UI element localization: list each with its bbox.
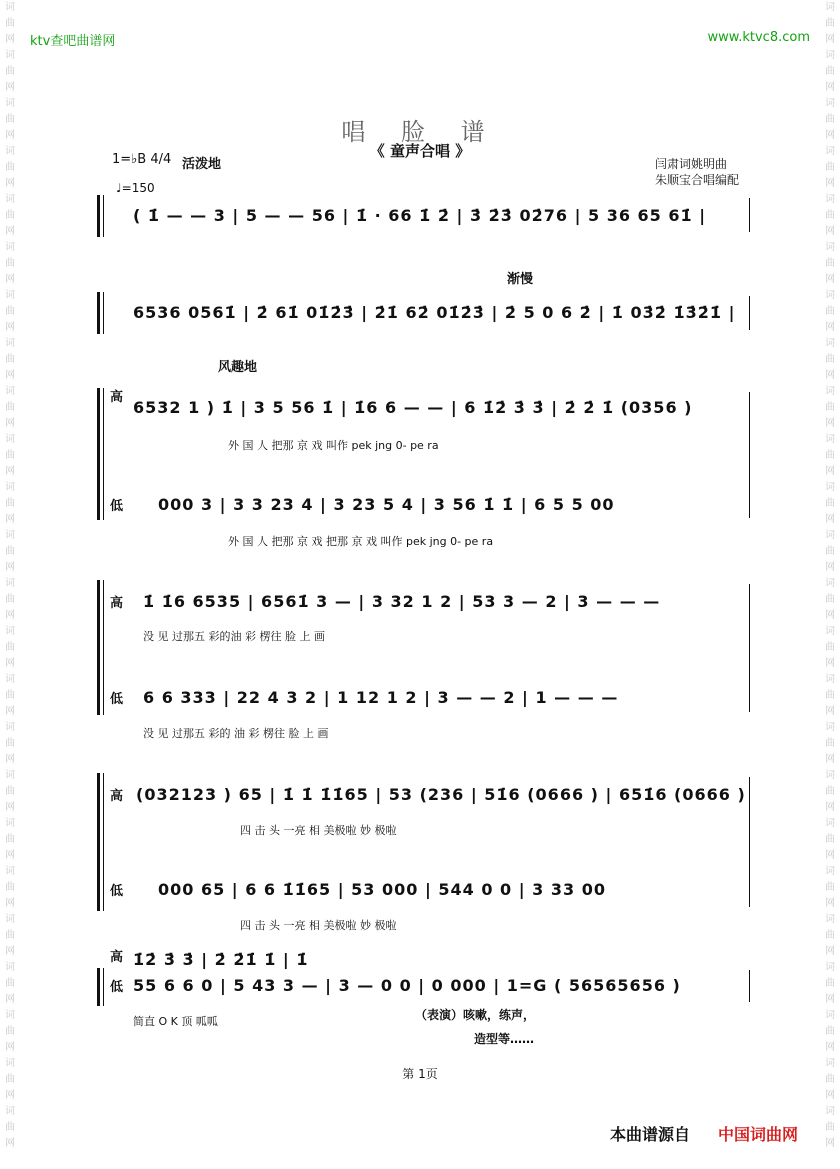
watermark-char: 网: [5, 1042, 15, 1053]
watermark-char: 曲: [5, 498, 15, 509]
watermark-char: 曲: [5, 738, 15, 749]
watermark-char: 词: [5, 194, 15, 205]
watermark-char: 词: [5, 626, 15, 637]
watermark-char: 曲: [5, 546, 15, 557]
watermark-char: 网: [825, 850, 835, 861]
watermark-char: 网: [825, 34, 835, 45]
watermark-char: 网: [5, 226, 15, 237]
watermark-char: 网: [825, 610, 835, 621]
watermark-char: 曲: [5, 162, 15, 173]
watermark-char: 网: [5, 82, 15, 93]
watermark-char: 网: [825, 82, 835, 93]
watermark-char: 网: [825, 658, 835, 669]
watermark-char: 词: [5, 482, 15, 493]
watermark-char: 曲: [5, 594, 15, 605]
performance-note: （表演）咳嗽，练声，: [415, 1008, 536, 1022]
watermark-char: 词: [825, 866, 835, 877]
watermark-char: 词: [825, 770, 835, 781]
watermark-char: 词: [825, 50, 835, 61]
watermark-char: 词: [825, 386, 835, 397]
watermark-char: 词: [825, 722, 835, 733]
watermark-char: 词: [5, 722, 15, 733]
watermark-char: 网: [5, 754, 15, 765]
watermark-char: 曲: [825, 738, 835, 749]
watermark-char: 词: [825, 578, 835, 589]
watermark-char: 词: [5, 434, 15, 445]
watermark-char: 曲: [5, 66, 15, 77]
watermark-char: 网: [5, 610, 15, 621]
watermark-char: 曲: [825, 306, 835, 317]
watermark-char: 网: [5, 274, 15, 285]
song-subtitle: 《 童声合唱 》: [369, 142, 471, 160]
watermark-char: 曲: [5, 450, 15, 461]
watermark-char: 词: [825, 962, 835, 973]
voice-high-label: 高: [110, 950, 124, 965]
watermark-char: 词: [5, 98, 15, 109]
watermark-char: 网: [825, 274, 835, 285]
watermark-char: 曲: [5, 786, 15, 797]
watermark-char: 网: [825, 1042, 835, 1053]
watermark-char: 网: [5, 1138, 15, 1149]
watermark-char: 曲: [5, 210, 15, 221]
watermark-char: 网: [825, 706, 835, 717]
watermark-char: 网: [825, 946, 835, 957]
low-lyric-5: 四 击 头 一亮 相 美极啦 妙 极啦: [240, 919, 397, 932]
watermark-char: 曲: [825, 1026, 835, 1037]
watermark-char: 网: [5, 802, 15, 813]
watermark-char: 曲: [825, 210, 835, 221]
watermark-char: 曲: [825, 546, 835, 557]
performance-note-2: 造型等……: [474, 1032, 535, 1046]
page-number: 第 1页: [402, 1067, 438, 1081]
watermark-char: 词: [5, 1106, 15, 1117]
system-bracket: [97, 292, 100, 334]
system-bracket: [97, 580, 100, 715]
watermark-char: 网: [5, 946, 15, 957]
bpm-mark: ♩=150: [116, 181, 155, 195]
watermark-right: [823, 0, 837, 1169]
watermark-char: 词: [825, 338, 835, 349]
high-lyric-5: 四 击 头 一亮 相 美极啦 妙 极啦: [240, 824, 397, 837]
watermark-char: 词: [5, 338, 15, 349]
watermark-char: 词: [5, 386, 15, 397]
barline: [749, 584, 750, 712]
watermark-char: 词: [5, 1010, 15, 1021]
watermark-char: 曲: [825, 930, 835, 941]
watermark-char: 曲: [825, 450, 835, 461]
system-bracket-thin: [103, 773, 104, 911]
high-part-3: 6532 1 ) 1̇ | 3 5 56 1̇ | 1̇6 6 — — | 6 1̇2̇ 3̇ 3̇ | 2̇ 2̇ 1̇ (0356 ): [133, 398, 693, 417]
watermark-char: 网: [5, 850, 15, 861]
barline: [749, 296, 750, 330]
watermark-char: 网: [825, 370, 835, 381]
credit-lyrics: 闫肃词姚明曲: [655, 157, 728, 171]
high-lyric-3: 外 国 人 把那 京 戏 叫作 pek jng 0- pe ra: [228, 439, 439, 452]
system-bracket: [97, 968, 100, 1006]
watermark-char: 词: [825, 626, 835, 637]
watermark-char: 网: [5, 130, 15, 141]
watermark-char: 曲: [825, 66, 835, 77]
watermark-char: 网: [825, 754, 835, 765]
tempo-mark: 活泼地: [182, 157, 222, 172]
watermark-char: 曲: [825, 882, 835, 893]
watermark-char: 曲: [825, 642, 835, 653]
high-part-4: 1̇ 1̇6 6535 | 6561̇ 3 — | 3 32 1 2 | 53 3 — 2 | 3 — — —: [143, 592, 661, 611]
watermark-char: 曲: [825, 978, 835, 989]
watermark-char: 网: [5, 898, 15, 909]
watermark-char: 网: [825, 802, 835, 813]
watermark-char: 曲: [5, 18, 15, 29]
high-lyric-4: 没 见 过那五 彩的油 彩 楞往 脸 上 画: [143, 630, 325, 643]
watermark-char: 词: [5, 2, 15, 13]
watermark-char: 词: [825, 146, 835, 157]
watermark-char: 曲: [5, 306, 15, 317]
watermark-char: 曲: [825, 834, 835, 845]
watermark-char: 曲: [825, 1074, 835, 1085]
watermark-char: 网: [5, 466, 15, 477]
high-part-5: (032123 ) 65 | 1̇ 1̇ 1̇1̇65 | 53 (236 | 51̇6 (0666 ) | 651̇6 (0666 ): [136, 785, 746, 804]
voice-high-label: 高: [110, 390, 124, 405]
key-signature: 1=♭B 4/4: [112, 152, 172, 167]
watermark-char: 网: [825, 322, 835, 333]
voice-high-label: 高: [110, 789, 124, 804]
watermark-char: 曲: [825, 594, 835, 605]
system-bracket-thin: [103, 195, 104, 237]
watermark-char: 网: [5, 418, 15, 429]
notation-row-1: ( 1̇ — — 3 | 5 — — 56 | 1̇ · 66 1̇ 2̇ | 3̇ 2̇3̇ 02̇76 | 5 36 65 61̇ |: [133, 206, 707, 225]
watermark-char: 网: [825, 466, 835, 477]
watermark-char: 曲: [5, 1122, 15, 1133]
barline: [749, 970, 750, 1002]
watermark-char: 曲: [5, 690, 15, 701]
low-part-5: 000 65 | 6 6 1̇1̇65 | 53 000 | 544 0 0 | 3 33 00: [158, 880, 606, 899]
watermark-char: 网: [825, 898, 835, 909]
system-bracket: [97, 773, 100, 911]
watermark-char: 词: [5, 866, 15, 877]
watermark-char: 网: [5, 706, 15, 717]
watermark-char: 词: [825, 98, 835, 109]
system-bracket-thin: [103, 580, 104, 715]
watermark-char: 曲: [825, 354, 835, 365]
watermark-char: 曲: [5, 882, 15, 893]
system-bracket: [97, 388, 100, 520]
watermark-char: 曲: [5, 978, 15, 989]
site-right-link[interactable]: www.ktvc8.com: [707, 30, 810, 45]
watermark-char: 词: [825, 914, 835, 925]
watermark-char: 词: [5, 242, 15, 253]
watermark-char: 词: [5, 50, 15, 61]
low-part-6: 55 6 6 0 | 5 43 3 — | 3 — 0 0 | 0 000 | 1=G ( 56565656 ): [133, 976, 681, 995]
watermark-char: 曲: [825, 258, 835, 269]
watermark-char: 词: [5, 674, 15, 685]
watermark-char: 曲: [825, 1122, 835, 1133]
credit-arrange: 朱顺宝合唱编配: [655, 173, 740, 187]
watermark-char: 网: [5, 994, 15, 1005]
watermark-char: 词: [5, 146, 15, 157]
watermark-char: 词: [825, 2, 835, 13]
low-lyric-4: 没 见 过那五 彩的 油 彩 楞往 脸 上 画: [143, 727, 329, 740]
low-part-3: 000 3 | 3 3 23 4 | 3 23 5 4 | 3 56 1̇ 1̇ | 6 5 5 00: [158, 495, 615, 514]
watermark-char: 词: [5, 914, 15, 925]
watermark-char: 词: [5, 578, 15, 589]
watermark-char: 网: [5, 562, 15, 573]
watermark-char: 网: [825, 514, 835, 525]
watermark-char: 网: [5, 658, 15, 669]
watermark-char: 网: [5, 1090, 15, 1101]
watermark-char: 词: [5, 818, 15, 829]
voice-low-label: 低: [110, 884, 124, 899]
watermark-char: 词: [825, 674, 835, 685]
watermark-char: 网: [825, 226, 835, 237]
watermark-char: 曲: [5, 114, 15, 125]
voice-low-label: 低: [110, 692, 124, 707]
watermark-char: 网: [5, 514, 15, 525]
watermark-char: 网: [5, 322, 15, 333]
watermark-char: 网: [825, 1090, 835, 1101]
watermark-char: 词: [825, 818, 835, 829]
watermark-char: 词: [5, 770, 15, 781]
lyric-6: 简直 O K 顶 呱呱: [133, 1015, 218, 1028]
watermark-char: 曲: [5, 1074, 15, 1085]
watermark-char: 词: [825, 242, 835, 253]
voice-high-label: 高: [110, 596, 124, 611]
low-part-4: 6 6 333 | 22 4 3 2 | 1 12 1 2 | 3 — — 2 | 1 — — —: [143, 688, 619, 707]
watermark-char: 词: [5, 290, 15, 301]
watermark-char: 词: [5, 962, 15, 973]
watermark-char: 词: [825, 1058, 835, 1069]
system-bracket-thin: [103, 292, 104, 334]
watermark-char: 曲: [5, 258, 15, 269]
watermark-char: 曲: [5, 402, 15, 413]
watermark-char: 曲: [5, 642, 15, 653]
watermark-char: 曲: [825, 114, 835, 125]
watermark-char: 网: [825, 178, 835, 189]
watermark-char: 曲: [825, 786, 835, 797]
watermark-char: 词: [825, 482, 835, 493]
watermark-char: 词: [825, 1010, 835, 1021]
system-bracket: [97, 195, 100, 237]
watermark-char: 网: [5, 34, 15, 45]
watermark-char: 曲: [5, 354, 15, 365]
watermark-char: 词: [5, 530, 15, 541]
watermark-char: 词: [825, 290, 835, 301]
watermark-char: 词: [825, 194, 835, 205]
watermark-char: 曲: [825, 402, 835, 413]
barline: [749, 198, 750, 232]
watermark-char: 词: [825, 1106, 835, 1117]
watermark-char: 网: [5, 370, 15, 381]
barline: [749, 392, 750, 518]
high-part-6: 1̇2̇ 3̇ 3̇ | 2̇ 2̇1̇ 1̇ | 1̇: [133, 950, 309, 969]
watermark-left: [3, 0, 17, 1169]
watermark-char: 网: [825, 1138, 835, 1149]
watermark-char: 曲: [825, 498, 835, 509]
system-bracket-thin: [103, 388, 104, 520]
low-lyric-3: 外 国 人 把那 京 戏 把那 京 戏 叫作 pek jng 0- pe ra: [228, 535, 494, 548]
watermark-char: 网: [825, 130, 835, 141]
watermark-char: 网: [825, 418, 835, 429]
watermark-char: 曲: [5, 930, 15, 941]
barline: [749, 777, 750, 907]
watermark-char: 词: [5, 1058, 15, 1069]
system-bracket-thin: [103, 968, 104, 1006]
watermark-char: 网: [5, 178, 15, 189]
watermark-char: 曲: [825, 162, 835, 173]
watermark-char: 曲: [5, 834, 15, 845]
watermark-char: 网: [825, 994, 835, 1005]
watermark-char: 网: [825, 562, 835, 573]
rit-mark: 渐慢: [507, 272, 534, 287]
voice-low-label: 低: [110, 980, 124, 995]
source-prefix: 本曲谱源自: [610, 1125, 691, 1144]
watermark-char: 词: [825, 530, 835, 541]
humor-mark: 风趣地: [218, 360, 258, 375]
watermark-char: 曲: [825, 18, 835, 29]
site-left-link[interactable]: ktv查吧曲谱网: [30, 34, 116, 49]
song-title: 唱 脸 谱: [341, 118, 499, 146]
watermark-char: 曲: [5, 1026, 15, 1037]
voice-low-label: 低: [110, 499, 124, 514]
watermark-char: 词: [825, 434, 835, 445]
notation-row-2: 6536 0561̇ | 2̇ 61̇ 01̇2̇3̇ | 2̇1̇ 62̇ 01̇2̇3̇ | 2̇ 5 0 6 2̇ | 1̇ 03̇2̇ 1̇3̇2̇1̇ |: [133, 303, 736, 322]
source-link[interactable]: 中国词曲网: [718, 1125, 799, 1144]
watermark-char: 曲: [825, 690, 835, 701]
